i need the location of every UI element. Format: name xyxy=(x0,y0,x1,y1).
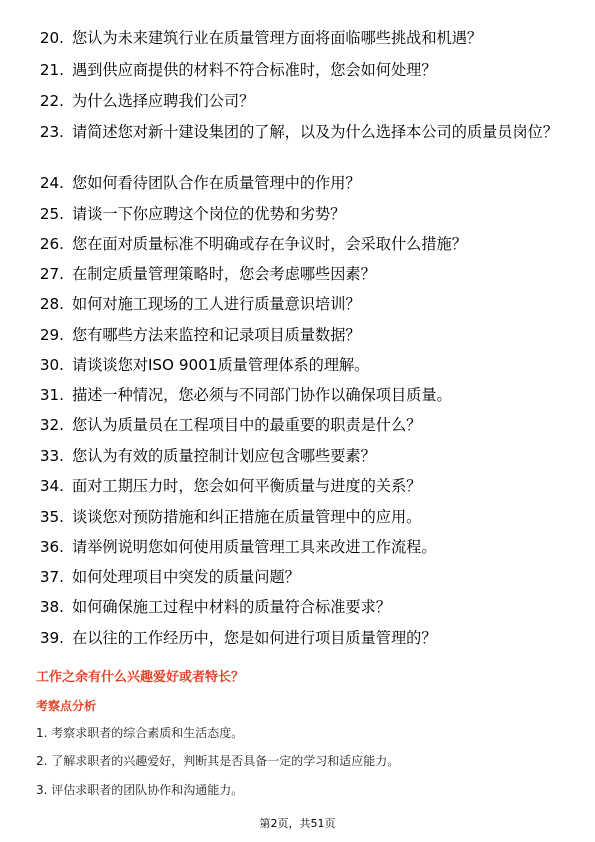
question-number: 26. xyxy=(39,235,64,253)
question-text: 遇到供应商提供的材料不符合标准时，您会如何处理？ xyxy=(72,61,437,79)
question-number: 38. xyxy=(39,598,64,616)
question-item xyxy=(28,353,568,377)
question-number: 39. xyxy=(39,629,64,647)
question-item xyxy=(28,262,568,286)
analysis-point: 2. 了解求职者的兴趣爱好，判断其是否具备一定的学习和适应能力。 xyxy=(36,754,400,768)
question-text: 请简述您对新十建设集团的了解，以及为什么选择本公司的质量员岗位？ xyxy=(72,123,558,141)
question-text: 您有哪些方法来监控和记录项目质量数据？ xyxy=(72,326,361,344)
question-item xyxy=(28,202,568,226)
question-text: 描述一种情况，您必须与不同部门协作以确保项目质量。 xyxy=(72,386,452,404)
question-number: 24. xyxy=(39,174,64,192)
question-text: 在制定质量管理策略时，您会考虑哪些因素？ xyxy=(72,265,376,283)
question-item xyxy=(28,232,568,256)
question-number: 32. xyxy=(39,416,64,434)
question-number: 23. xyxy=(39,123,64,141)
question-item xyxy=(28,171,568,195)
question-item xyxy=(28,444,568,468)
question-text: 请举例说明您如何使用质量管理工具来改进工作流程。 xyxy=(72,538,437,556)
question-number: 33. xyxy=(39,447,64,465)
question-text: 如何处理项目中突发的质量问题？ xyxy=(72,568,300,586)
question-text: 您认为未来建筑行业在质量管理方面将面临哪些挑战和机遇？ xyxy=(72,29,483,47)
question-item xyxy=(28,535,568,559)
question-number: 35. xyxy=(39,508,64,526)
question-text: 如何对施工现场的工人进行质量意识培训？ xyxy=(72,295,361,313)
question-text: 您如何看待团队合作在质量管理中的作用？ xyxy=(72,174,361,192)
question-number: 36. xyxy=(39,538,64,556)
question-item xyxy=(28,595,568,619)
question-number: 31. xyxy=(39,386,64,404)
question-item xyxy=(28,626,568,650)
question-text: 请谈一下你应聘这个岗位的优势和劣势？ xyxy=(72,205,346,223)
question-number: 22. xyxy=(39,92,64,110)
question-number: 29. xyxy=(39,326,64,344)
question-number: 34. xyxy=(39,477,64,495)
question-item xyxy=(28,26,568,50)
question-text: 请谈谈您对ISO 9001质量管理体系的理解。 xyxy=(72,356,370,374)
question-item xyxy=(28,383,568,407)
question-item xyxy=(28,505,568,529)
analysis-point: 1. 考察求职者的综合素质和生活态度。 xyxy=(36,726,244,740)
question-text: 如何确保施工过程中材料的质量符合标准要求？ xyxy=(72,598,391,616)
question-number: 25. xyxy=(39,205,64,223)
question-item xyxy=(28,413,568,437)
question-item xyxy=(28,120,568,144)
question-number: 28. xyxy=(39,295,64,313)
question-number: 21. xyxy=(39,61,64,79)
question-text: 您在面对质量标准不明确或存在争议时，会采取什么措施？ xyxy=(72,235,467,253)
question-item xyxy=(28,89,568,113)
question-text: 面对工期压力时，您会如何平衡质量与进度的关系？ xyxy=(72,477,422,495)
question-item xyxy=(28,323,568,347)
question-item xyxy=(28,292,568,316)
analysis-point: 3. 评估求职者的团队协作和沟通能力。 xyxy=(36,783,244,797)
question-text: 为什么选择应聘我们公司？ xyxy=(72,92,255,110)
question-number: 30. xyxy=(39,356,64,374)
question-text: 您认为质量员在工程项目中的最重要的职责是什么？ xyxy=(72,416,422,434)
question-text: 谈谈您对预防措施和纠正措施在质量管理中的应用。 xyxy=(72,508,422,526)
section-heading: 工作之余有什么兴趣爱好或者特长？ xyxy=(36,670,245,685)
question-text: 您认为有效的质量控制计划应包含哪些要素？ xyxy=(72,447,376,465)
question-item xyxy=(28,474,568,498)
question-item xyxy=(28,58,568,82)
question-number: 27. xyxy=(39,265,64,283)
analysis-subheading: 考察点分析 xyxy=(36,699,97,713)
question-number: 20. xyxy=(39,29,64,47)
page-number: 第2页，共51页 xyxy=(259,817,336,830)
question-item xyxy=(28,565,568,589)
question-text: 在以往的工作经历中，您是如何进行项目质量管理的？ xyxy=(72,629,437,647)
question-number: 37. xyxy=(39,568,64,586)
